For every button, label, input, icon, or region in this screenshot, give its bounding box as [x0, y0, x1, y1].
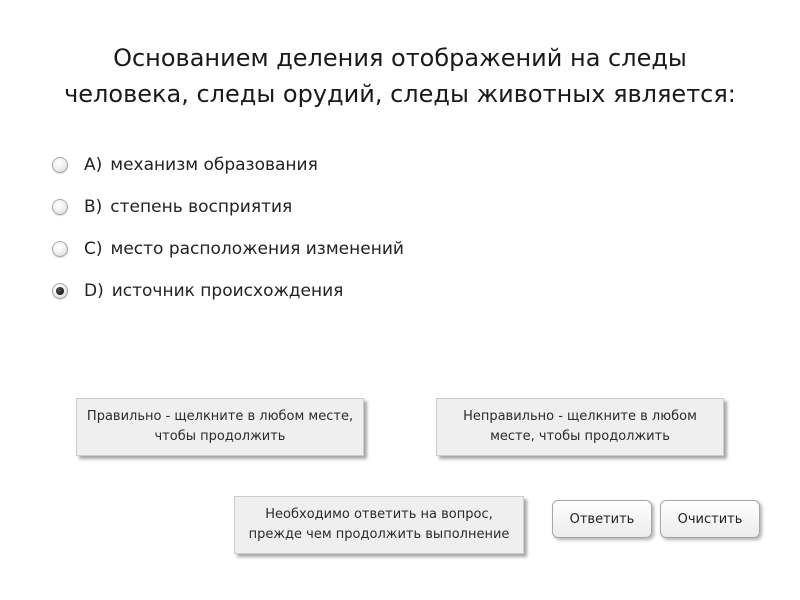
answer-required-line-2: прежде чем продолжить выполнение [248, 527, 510, 542]
option-a-label: механизм образования [110, 155, 318, 175]
incorrect-feedback-box[interactable] [436, 398, 724, 456]
option-d-letter: D) [84, 281, 104, 301]
option-d[interactable] [52, 270, 404, 312]
question-line-2: человека, следы орудий, следы животных является: [64, 80, 736, 108]
question-text [20, 40, 780, 112]
radio-button-d[interactable] [52, 283, 68, 299]
option-c-letter: C) [84, 239, 103, 259]
answer-required-box[interactable] [234, 496, 524, 554]
answer-required-line-1: Необходимо ответить на вопрос, [265, 507, 493, 522]
correct-feedback-box[interactable] [76, 398, 364, 456]
incorrect-feedback-line-2: месте, чтобы продолжить [490, 429, 670, 444]
option-c[interactable] [52, 228, 404, 270]
radio-button-c[interactable] [52, 241, 68, 257]
option-c-label: место расположения изменений [110, 239, 404, 259]
correct-feedback-line-2: чтобы продолжить [154, 429, 286, 444]
radio-button-a[interactable] [52, 157, 68, 173]
clear-button[interactable]: Очистить [660, 500, 760, 538]
correct-feedback-line-1: Правильно - щелкните в любом месте, [86, 409, 354, 424]
answer-options [52, 144, 404, 312]
submit-button[interactable]: Ответить [552, 500, 652, 538]
option-d-label: источник происхождения [111, 281, 344, 301]
option-a[interactable] [52, 144, 404, 186]
option-b-label: степень восприятия [110, 197, 293, 217]
option-b[interactable] [52, 186, 404, 228]
option-b-letter: B) [84, 197, 103, 217]
radio-button-b[interactable] [52, 199, 68, 215]
incorrect-feedback-line-1: Неправильно - щелкните в любом [463, 409, 697, 424]
option-a-letter: A) [84, 155, 103, 175]
question-line-1: Основанием деления отображений на следы [113, 44, 687, 72]
